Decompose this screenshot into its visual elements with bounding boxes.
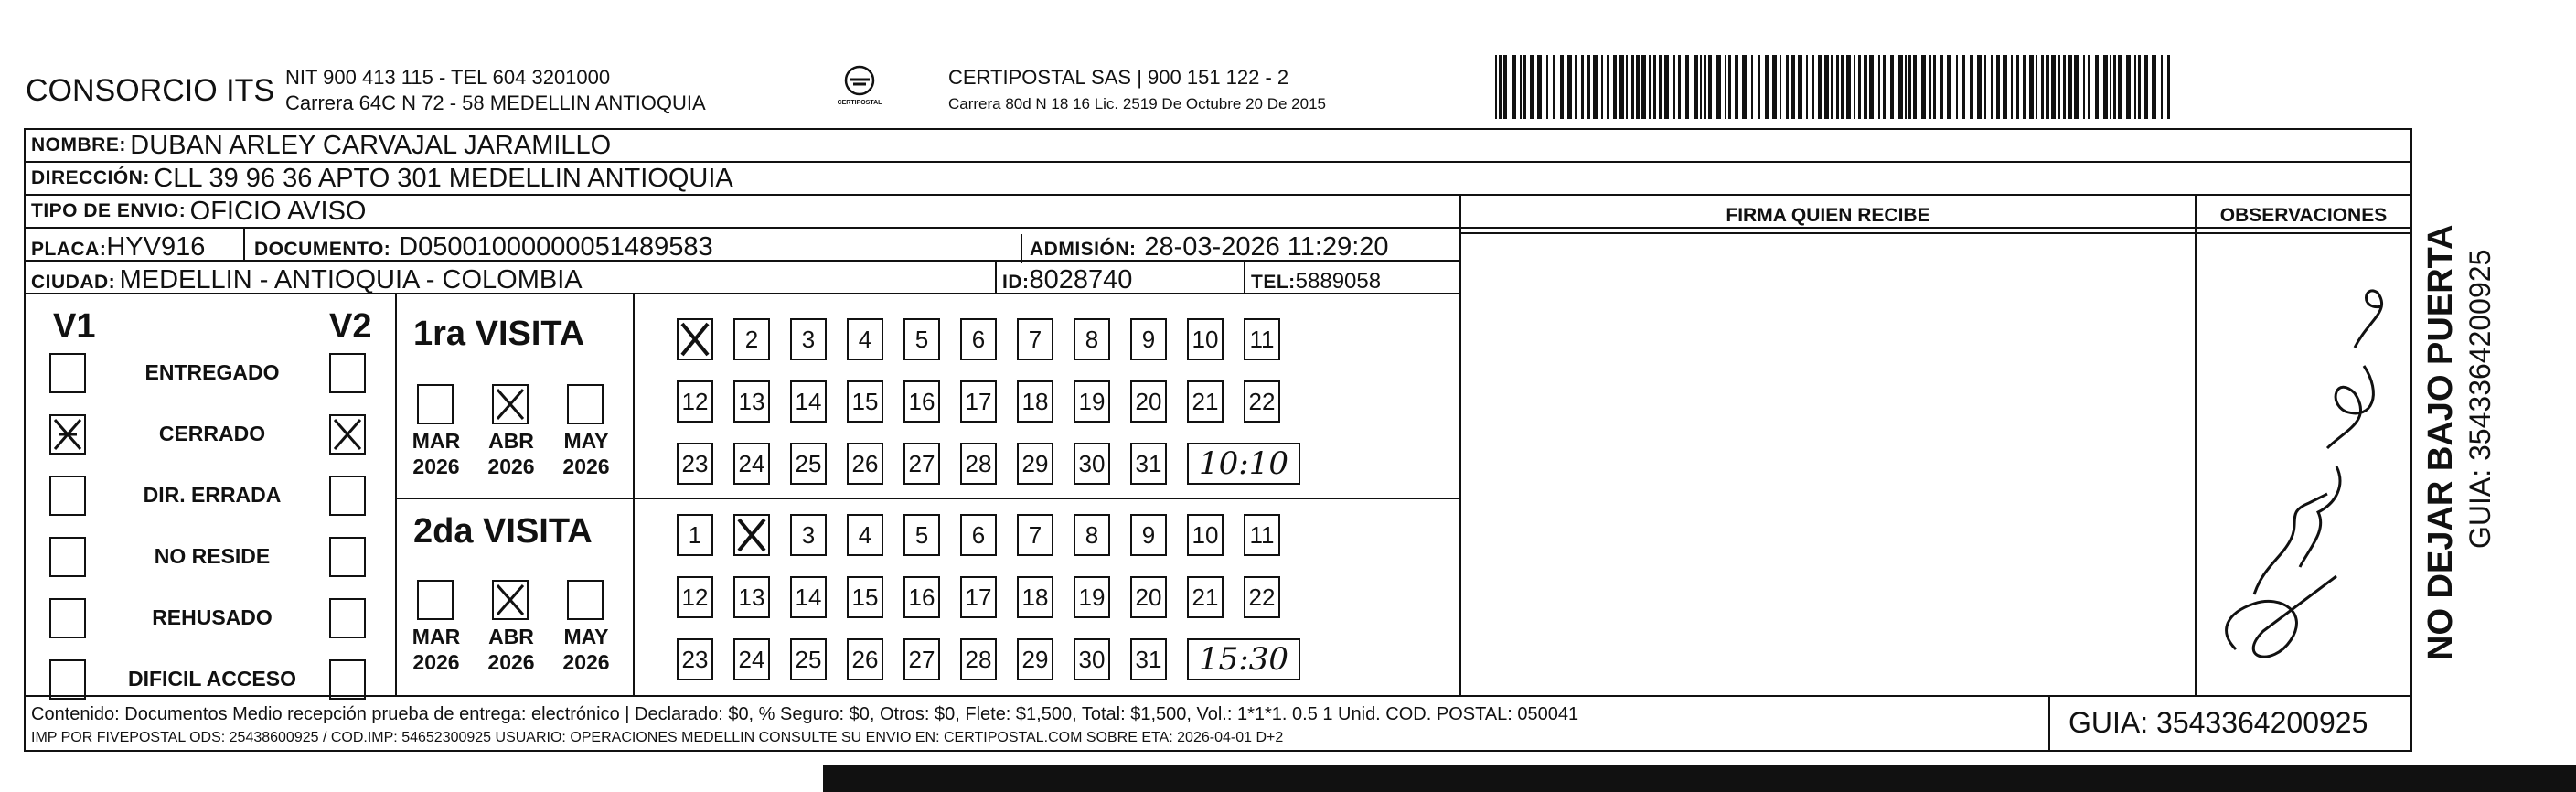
day-box[interactable]: 28 — [960, 638, 997, 680]
side-warning: NO DEJAR BAJO PUERTA — [2421, 224, 2460, 660]
day-box[interactable]: 1 — [677, 514, 713, 556]
courier-logo-icon — [841, 64, 878, 97]
barcode-bar — [1607, 55, 1609, 119]
barcode-bar — [1581, 55, 1584, 119]
day-box[interactable]: 30 — [1074, 638, 1110, 680]
day-box[interactable]: 21 — [1187, 576, 1224, 618]
barcode-bar — [1735, 55, 1738, 119]
company-nit-tel: NIT 900 413 115 - TEL 604 3201000 — [285, 66, 611, 89]
barcode-bar — [1553, 55, 1555, 119]
barcode-bar — [1890, 55, 1894, 119]
month-checkbox[interactable] — [417, 384, 454, 424]
barcode-bar — [1758, 55, 1760, 119]
signature-header-underline — [1461, 232, 2410, 234]
id-value: 8028740 — [1029, 265, 1133, 294]
barcode-bar — [2036, 55, 2037, 119]
day-box[interactable]: 8 — [1074, 318, 1110, 360]
company-address: Carrera 64C N 72 - 58 MEDELLIN ANTIOQUIA — [285, 91, 706, 114]
visit-time-box[interactable]: 15:30 — [1187, 638, 1300, 680]
admission-field — [1030, 232, 1389, 262]
tel-value: 5889058 — [1295, 269, 1382, 294]
day-box[interactable]: 12 — [677, 576, 713, 618]
barcode-bar — [1704, 55, 1706, 119]
status-v1-checkbox[interactable] — [49, 537, 86, 577]
admission-value: 28-03-2026 11:29:20 — [1144, 232, 1389, 262]
barcode-bar — [2126, 55, 2131, 119]
visit1-title: 1ra VISITA — [413, 315, 585, 353]
v1-label: V1 — [53, 307, 96, 346]
signature-header: FIRMA QUIEN RECIBE — [1726, 205, 1930, 226]
day-box[interactable]: 20 — [1130, 576, 1167, 618]
name-row — [26, 130, 2410, 163]
city-field — [31, 265, 583, 295]
barcode-bar — [1883, 55, 1886, 119]
barcode-bar — [2016, 55, 2019, 119]
id-label: ID: — [1002, 272, 1030, 293]
day-box[interactable] — [677, 318, 713, 360]
barcode-bar — [1947, 55, 1951, 119]
barcode-bar — [1575, 55, 1577, 119]
barcode-bar — [1673, 55, 1675, 119]
day-box[interactable]: 6 — [960, 514, 997, 556]
divider — [243, 229, 245, 262]
status-v1-checkbox[interactable] — [49, 414, 86, 455]
barcode-bar — [1806, 55, 1808, 119]
day-box[interactable]: 20 — [1130, 380, 1167, 423]
footer-guide-border — [2048, 697, 2050, 750]
day-box[interactable]: 19 — [1074, 576, 1110, 618]
barcode-bar — [1613, 55, 1617, 119]
day-box[interactable] — [733, 514, 770, 556]
barcode-bar — [1812, 55, 1814, 119]
visit2-title: 2da VISITA — [413, 512, 593, 551]
barcode-bar — [1898, 55, 1903, 119]
month-name: ABR — [488, 429, 534, 453]
barcode-bar — [1523, 55, 1526, 119]
month-name: MAY — [563, 625, 609, 648]
barcode-bar — [1708, 55, 1712, 119]
courier-logo — [828, 64, 892, 115]
day-box[interactable]: 10 — [1187, 318, 1224, 360]
barcode-bar — [1499, 55, 1502, 119]
barcode-bar — [1791, 55, 1795, 119]
barcode-bar — [2118, 55, 2122, 119]
barcode-bar — [1913, 55, 1917, 119]
plate-field — [31, 232, 205, 262]
name-value: DUBAN ARLEY CARVAJAL JARAMILLO — [130, 130, 612, 160]
status-label: NO RESIDE — [154, 544, 271, 568]
divider — [1021, 234, 1022, 263]
barcode-bar — [1977, 55, 1982, 119]
month-year: 2026 — [412, 455, 460, 478]
month-name: MAR — [412, 429, 461, 453]
barcode-bar — [1593, 55, 1598, 119]
document-value: D05001000000051489583 — [399, 232, 713, 262]
month-checkbox[interactable] — [567, 384, 604, 424]
barcode-bar — [1940, 55, 1943, 119]
day-box[interactable]: 9 — [1130, 318, 1167, 360]
barcode-bar — [1678, 55, 1681, 119]
barcode-bar — [1824, 55, 1829, 119]
status-v1-checkbox[interactable] — [49, 598, 86, 638]
status-v2-checkbox[interactable] — [329, 659, 366, 700]
barcode-bar — [1798, 55, 1802, 119]
barcode-bar — [1659, 55, 1662, 119]
barcode-bar — [2074, 55, 2079, 119]
plate-label: PLACA: — [31, 239, 107, 260]
barcode-bar — [2083, 55, 2085, 119]
day-box[interactable]: 14 — [790, 576, 827, 618]
barcode-bar — [2103, 55, 2108, 119]
barcode-bar — [1631, 55, 1634, 119]
barcode-bar — [1503, 55, 1507, 119]
day-box[interactable]: 29 — [1017, 638, 1053, 680]
name-label: NOMBRE: — [31, 134, 126, 155]
day-box[interactable]: 22 — [1244, 576, 1280, 618]
barcode-bar — [1537, 55, 1542, 119]
barcode-bar — [1780, 55, 1781, 119]
barcode-bar — [1786, 55, 1789, 119]
barcode-bar — [1864, 55, 1867, 119]
day-box[interactable]: 4 — [847, 514, 883, 556]
barcode-bar — [1587, 55, 1590, 119]
barcode-bar — [2058, 55, 2060, 119]
status-label: DIFICIL ACCESO — [127, 667, 296, 690]
day-box[interactable]: 23 — [677, 443, 713, 485]
barcode-bar — [1905, 55, 1907, 119]
day-box[interactable]: 18 — [1017, 576, 1053, 618]
day-box[interactable]: 17 — [960, 380, 997, 423]
x-mark-icon — [679, 320, 711, 359]
side-guide: GUIA: 3543364200925 — [2464, 249, 2496, 549]
day-box[interactable]: 30 — [1074, 443, 1110, 485]
barcode-bar — [1664, 55, 1669, 119]
day-box[interactable]: 26 — [847, 638, 883, 680]
barcode-bar — [1512, 55, 1516, 119]
barcode-bar — [2063, 55, 2066, 119]
admission-label: ADMISIÓN: — [1030, 239, 1137, 260]
month-year: 2026 — [412, 650, 460, 674]
barcode-bar — [1854, 55, 1855, 119]
day-box[interactable]: 29 — [1017, 443, 1053, 485]
day-box[interactable]: 11 — [1244, 318, 1280, 360]
barcode-bar — [1765, 55, 1769, 119]
visit-divider — [633, 294, 635, 695]
day-box[interactable]: 14 — [790, 380, 827, 423]
barcode-bar — [2134, 55, 2136, 119]
footer-guide: GUIA: 3543364200925 — [2068, 706, 2368, 739]
day-box[interactable]: 25 — [790, 638, 827, 680]
courier-address: Carrera 80d N 18 16 Lic. 2519 De Octubre 20 De 2015 — [948, 95, 1326, 112]
day-box[interactable]: 13 — [733, 380, 770, 423]
day-box[interactable]: 31 — [1130, 443, 1167, 485]
barcode-bar — [2046, 55, 2049, 119]
barcode-bar — [1751, 55, 1753, 119]
x-mark-icon — [494, 582, 527, 618]
day-box[interactable]: 21 — [1187, 380, 1224, 423]
status-label: ENTREGADO — [144, 360, 280, 384]
barcode-bar — [2113, 55, 2116, 119]
day-box[interactable]: 19 — [1074, 380, 1110, 423]
barcode-bar — [1530, 55, 1534, 119]
bottom-strip — [823, 765, 2576, 792]
divider — [1244, 262, 1245, 294]
barcode-bar — [1653, 55, 1656, 119]
day-box[interactable]: 16 — [903, 380, 940, 423]
day-box[interactable]: 27 — [903, 443, 940, 485]
day-box[interactable]: 24 — [733, 638, 770, 680]
footer-top-border — [26, 695, 2410, 697]
day-box[interactable]: 16 — [903, 576, 940, 618]
barcode-bar — [1933, 55, 1936, 119]
day-box[interactable]: 28 — [960, 443, 997, 485]
footer-content: Contenido: Documentos Medio recepción prueba de entrega: electrónico | Declarado: $0, % Seguro: $0, Otros: $0, Flete: $1,500, Total: $1,500, Vol.: 1*1*1. 0.5 1 Unid. COD. POSTAL: 050041 — [31, 704, 1579, 724]
plate-value: HYV916 — [106, 232, 206, 262]
barcode-bar — [1728, 55, 1731, 119]
barcode-bar — [1546, 55, 1548, 119]
month-label — [554, 624, 618, 675]
month-name: MAR — [412, 625, 461, 648]
barcode-bar — [2152, 55, 2156, 119]
status-v1-checkbox[interactable] — [49, 476, 86, 516]
barcode-bar — [1685, 55, 1689, 119]
barcode-bar — [1878, 55, 1880, 119]
barcode-bar — [2051, 55, 2056, 119]
day-box[interactable]: 31 — [1130, 638, 1167, 680]
barcode-bar — [1831, 55, 1833, 119]
day-box[interactable]: 7 — [1017, 514, 1053, 556]
visit-time-box[interactable]: 10:10 — [1187, 443, 1300, 485]
barcode-bar — [1641, 55, 1646, 119]
send-type-label: TIPO DE ENVIO: — [31, 200, 187, 221]
status-v2-checkbox[interactable] — [329, 353, 366, 393]
status-v2-checkbox[interactable] — [329, 414, 366, 455]
month-year: 2026 — [487, 455, 535, 478]
courier-logo-text: CERTIPOSTAL — [837, 100, 882, 106]
month-name: MAY — [563, 429, 609, 453]
day-box[interactable]: 22 — [1244, 380, 1280, 423]
day-box[interactable]: 2 — [733, 318, 770, 360]
barcode-bar — [1636, 55, 1640, 119]
barcode — [1495, 55, 2176, 123]
signature-column-border — [1459, 196, 1461, 695]
status-v2-checkbox[interactable] — [329, 537, 366, 577]
month-checkbox[interactable] — [567, 580, 604, 620]
barcode-bar — [1649, 55, 1651, 119]
barcode-bar — [2003, 55, 2007, 119]
barcode-bar — [1560, 55, 1564, 119]
barcode-bar — [2023, 55, 2026, 119]
month-checkbox[interactable] — [492, 580, 529, 620]
barcode-bar — [1869, 55, 1874, 119]
month-name: ABR — [488, 625, 534, 648]
barcode-bar — [1694, 55, 1698, 119]
day-box[interactable]: 10 — [1187, 514, 1224, 556]
status-divider — [395, 294, 397, 695]
plate-row — [26, 229, 1461, 262]
company-name: CONSORCIO ITS — [26, 73, 275, 108]
barcode-bar — [1716, 55, 1721, 119]
barcode-bar — [1984, 55, 1986, 119]
address-value: CLL 39 96 36 APTO 301 MEDELLIN ANTIOQUIA — [154, 163, 733, 193]
barcode-bar — [1601, 55, 1603, 119]
recipient-signature — [2199, 265, 2410, 686]
barcode-bar — [1772, 55, 1777, 119]
barcode-bar — [1962, 55, 1965, 119]
tel-label: TEL: — [1251, 272, 1296, 293]
barcode-bar — [1841, 55, 1844, 119]
barcode-bar — [1836, 55, 1839, 119]
day-box[interactable]: 8 — [1074, 514, 1110, 556]
barcode-bar — [1921, 55, 1926, 119]
x-mark-icon — [331, 416, 364, 453]
address-row — [26, 163, 2410, 196]
footer-imp: IMP POR FIVEPOSTAL ODS: 25438600925 / COD.IMP: 54652300925 USUARIO: OPERACIONES MEDELLIN CONSULTE SU ENVIO EN: CERTIPOSTAL.COM SOBRE ETA: 2026-04-01 D+2 — [31, 730, 1284, 745]
month-year: 2026 — [562, 455, 610, 478]
barcode-bar — [2138, 55, 2141, 119]
barcode-bar — [2029, 55, 2034, 119]
id-field — [1002, 265, 1132, 295]
month-checkbox[interactable] — [492, 384, 529, 424]
visit-row-divider — [395, 498, 1459, 499]
barcode-bar — [1908, 55, 1911, 119]
document-field — [254, 232, 713, 262]
divider — [995, 262, 997, 294]
barcode-bar — [1619, 55, 1624, 119]
barcode-bar — [2041, 55, 2044, 119]
observations-header: OBSERVACIONES — [2219, 205, 2388, 226]
barcode-bar — [1742, 55, 1747, 119]
barcode-bar — [1700, 55, 1702, 119]
x-mark-icon — [51, 416, 84, 453]
barcode-bar — [2011, 55, 2013, 119]
day-box[interactable]: 6 — [960, 318, 997, 360]
barcode-bar — [1725, 55, 1726, 119]
month-label — [479, 624, 543, 675]
status-label: CERRADO — [158, 422, 266, 445]
barcode-bar — [2144, 55, 2148, 119]
barcode-bar — [1567, 55, 1572, 119]
day-box[interactable]: 13 — [733, 576, 770, 618]
day-box[interactable]: 24 — [733, 443, 770, 485]
day-box[interactable]: 4 — [847, 318, 883, 360]
day-box[interactable]: 9 — [1130, 514, 1167, 556]
barcode-bar — [1956, 55, 1958, 119]
x-mark-icon — [735, 516, 768, 554]
barcode-bar — [2088, 55, 2090, 119]
barcode-bar — [1929, 55, 1931, 119]
day-box[interactable]: 26 — [847, 443, 883, 485]
day-box[interactable]: 27 — [903, 638, 940, 680]
city-row — [26, 262, 1461, 294]
courier-name: CERTIPOSTAL SAS | 900 151 122 - 2 — [948, 66, 1289, 89]
header — [0, 0, 2576, 137]
month-year: 2026 — [487, 650, 535, 674]
barcode-bar — [1520, 55, 1522, 119]
barcode-bar — [1818, 55, 1822, 119]
document-label: DOCUMENTO: — [254, 239, 391, 260]
status-label: DIR. ERRADA — [143, 483, 282, 507]
status-label: REHUSADO — [152, 605, 273, 629]
day-box[interactable]: 18 — [1017, 380, 1053, 423]
barcode-bar — [1991, 55, 1993, 119]
month-label — [479, 428, 543, 479]
day-box[interactable]: 15 — [847, 576, 883, 618]
day-box[interactable]: 12 — [677, 380, 713, 423]
send-type-value: OFICIO AVISO — [189, 196, 367, 226]
barcode-bar — [1858, 55, 1861, 119]
x-mark-icon — [494, 386, 527, 423]
tel-field — [1251, 269, 1381, 294]
status-v1-checkbox[interactable] — [49, 659, 86, 700]
city-value: MEDELLIN - ANTIOQUIA - COLOMBIA — [119, 265, 583, 294]
day-box[interactable]: 5 — [903, 318, 940, 360]
day-box[interactable]: 7 — [1017, 318, 1053, 360]
barcode-bar — [1626, 55, 1628, 119]
day-box[interactable]: 23 — [677, 638, 713, 680]
month-checkbox[interactable] — [417, 580, 454, 620]
barcode-bar — [2095, 55, 2099, 119]
month-label — [404, 624, 468, 675]
barcode-bar — [2167, 55, 2170, 119]
barcode-bar — [2161, 55, 2163, 119]
barcode-bar — [1495, 55, 1497, 119]
barcode-bar — [1846, 55, 1851, 119]
barcode-bar — [1970, 55, 1973, 119]
day-box[interactable]: 15 — [847, 380, 883, 423]
city-label: CIUDAD: — [31, 272, 116, 293]
address-label: DIRECCIÓN: — [31, 167, 150, 188]
barcode-bar — [1996, 55, 2000, 119]
month-year: 2026 — [562, 650, 610, 674]
status-v1-checkbox[interactable] — [49, 353, 86, 393]
day-box[interactable]: 25 — [790, 443, 827, 485]
month-label — [404, 428, 468, 479]
day-box[interactable]: 11 — [1244, 514, 1280, 556]
status-v2-checkbox[interactable] — [329, 476, 366, 516]
status-v2-checkbox[interactable] — [329, 598, 366, 638]
month-label — [554, 428, 618, 479]
barcode-bar — [2110, 55, 2111, 119]
day-box[interactable]: 3 — [790, 514, 827, 556]
day-box[interactable]: 5 — [903, 514, 940, 556]
day-box[interactable]: 17 — [960, 576, 997, 618]
observations-column-border — [2195, 196, 2197, 695]
day-box[interactable]: 3 — [790, 318, 827, 360]
barcode-bar — [2068, 55, 2072, 119]
v2-label: V2 — [329, 307, 372, 346]
